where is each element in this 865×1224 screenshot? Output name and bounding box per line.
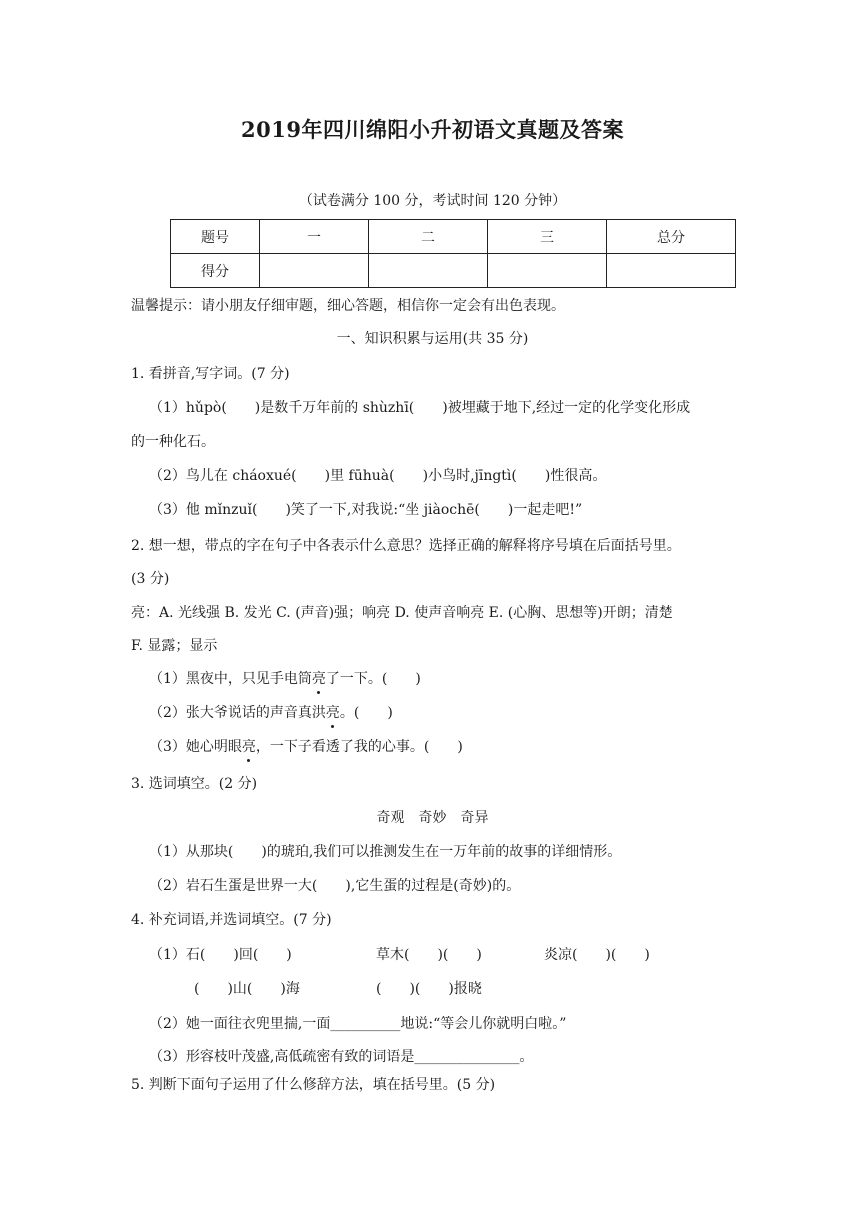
section-heading: 一、知识积累与运用(共 35 分) — [336, 331, 529, 347]
question-2-sentence-1 — [149, 669, 421, 689]
question-4-sentence-3: （3）形容枝叶茂盛,高低疏密有致的词语是_______________。 — [149, 1049, 534, 1065]
question-2-options-cont: F. 显露；显示 — [131, 638, 218, 654]
score-table-header-cell: 二 — [369, 220, 488, 254]
score-table-header-row — [171, 220, 736, 254]
question-4-idiom-2: 草木( )( ) — [376, 947, 482, 963]
score-table-header-cell: 一 — [260, 220, 369, 254]
sentence-text: （1）黑夜中，只见手电筒 — [149, 671, 312, 687]
dotted-character: 亮 — [241, 739, 256, 755]
sentence-text: （3）她心明眼 — [149, 739, 242, 755]
sentence-text: 。( ) — [339, 705, 393, 721]
sentence-text: （2）张大爷说话的声音真洪 — [149, 705, 326, 721]
score-table-score-row — [171, 254, 736, 288]
question-2-sentence-2 — [149, 703, 393, 723]
question-1-item-1: （1）hǔpò( )是数千万年前的 shùzhī( )被埋藏于地下,经过一定的化学变化形成 — [149, 400, 691, 416]
question-3-sentence-1: （1）从那块( )的琥珀,我们可以推测发生在一万年前的故事的详细情形。 — [149, 844, 622, 860]
score-table-header-cell: 题号 — [171, 220, 260, 254]
question-4-idiom-3: 炎凉( )( ) — [544, 947, 650, 963]
question-1-heading: 1. 看拼音,写字词。(7 分) — [131, 366, 290, 382]
question-4-idiom-4: ( )山( )海 — [194, 981, 300, 997]
score-cell — [607, 254, 736, 288]
question-4-idiom-1: （1）石( )回( ) — [149, 947, 292, 963]
question-2-heading: 2. 想一想，带点的字在句子中各表示什么意思？选择正确的解释将序号填在后面括号里。 — [131, 538, 681, 554]
sentence-text: 了一下。( ) — [325, 671, 421, 687]
score-table-header-cell: 三 — [488, 220, 607, 254]
question-4-idiom-5: ( )( )报晓 — [376, 981, 482, 997]
tip-text: 温馨提示：请小朋友仔细审题，细心答题，相信你一定会有出色表现。 — [131, 298, 565, 314]
question-1-item-2: （2）鸟儿在 cháoxué( )里 fūhuà( )小鸟时,jīngtì( )性很高。 — [149, 468, 607, 484]
question-3-heading: 3. 选词填空。(2 分) — [131, 776, 258, 792]
score-cell — [260, 254, 369, 288]
question-4-sentence-2: （2）她一面往衣兜里揣,一面__________地说:“等会儿你就明白啦。” — [149, 1016, 567, 1032]
dotted-character: 亮 — [311, 671, 326, 687]
dotted-character: 亮 — [325, 705, 340, 721]
question-2-options: 亮：A. 光线强 B. 发光 C. (声音)强；响亮 D. 使声音响亮 E. (心胸、思想等)开朗；清楚 — [131, 605, 673, 621]
question-5-heading: 5. 判断下面句子运用了什么修辞方法，填在括号里。(5 分) — [131, 1077, 496, 1093]
score-table-header-cell: 总分 — [607, 220, 736, 254]
question-3-sentence-2: （2）岩石生蛋是世界一大( ),它生蛋的过程是(奇妙)的。 — [149, 878, 521, 894]
question-4-heading: 4. 补充词语,并选词填空。(7 分) — [131, 912, 332, 928]
question-1-item-1-cont: 的一种化石。 — [131, 434, 215, 450]
question-3-word-choices: 奇观 奇妙 奇异 — [376, 810, 489, 826]
score-table — [170, 219, 736, 288]
question-2-sentence-3 — [149, 737, 463, 757]
question-1-item-3: （3）他 mǐnzuǐ( )笑了一下,对我说:“坐 jiàochē( )一起走吧!” — [149, 502, 583, 518]
question-2-heading-cont: (3 分) — [131, 571, 170, 587]
score-cell — [369, 254, 488, 288]
exam-info: （试卷满分 100 分，考试时间 120 分钟） — [298, 193, 567, 209]
page-title: 2019年四川绵阳小升初语文真题及答案 — [241, 117, 624, 142]
sentence-text: ，一下子看透了我的心事。( ) — [255, 739, 463, 755]
score-cell — [488, 254, 607, 288]
score-table-row-label: 得分 — [171, 254, 260, 288]
